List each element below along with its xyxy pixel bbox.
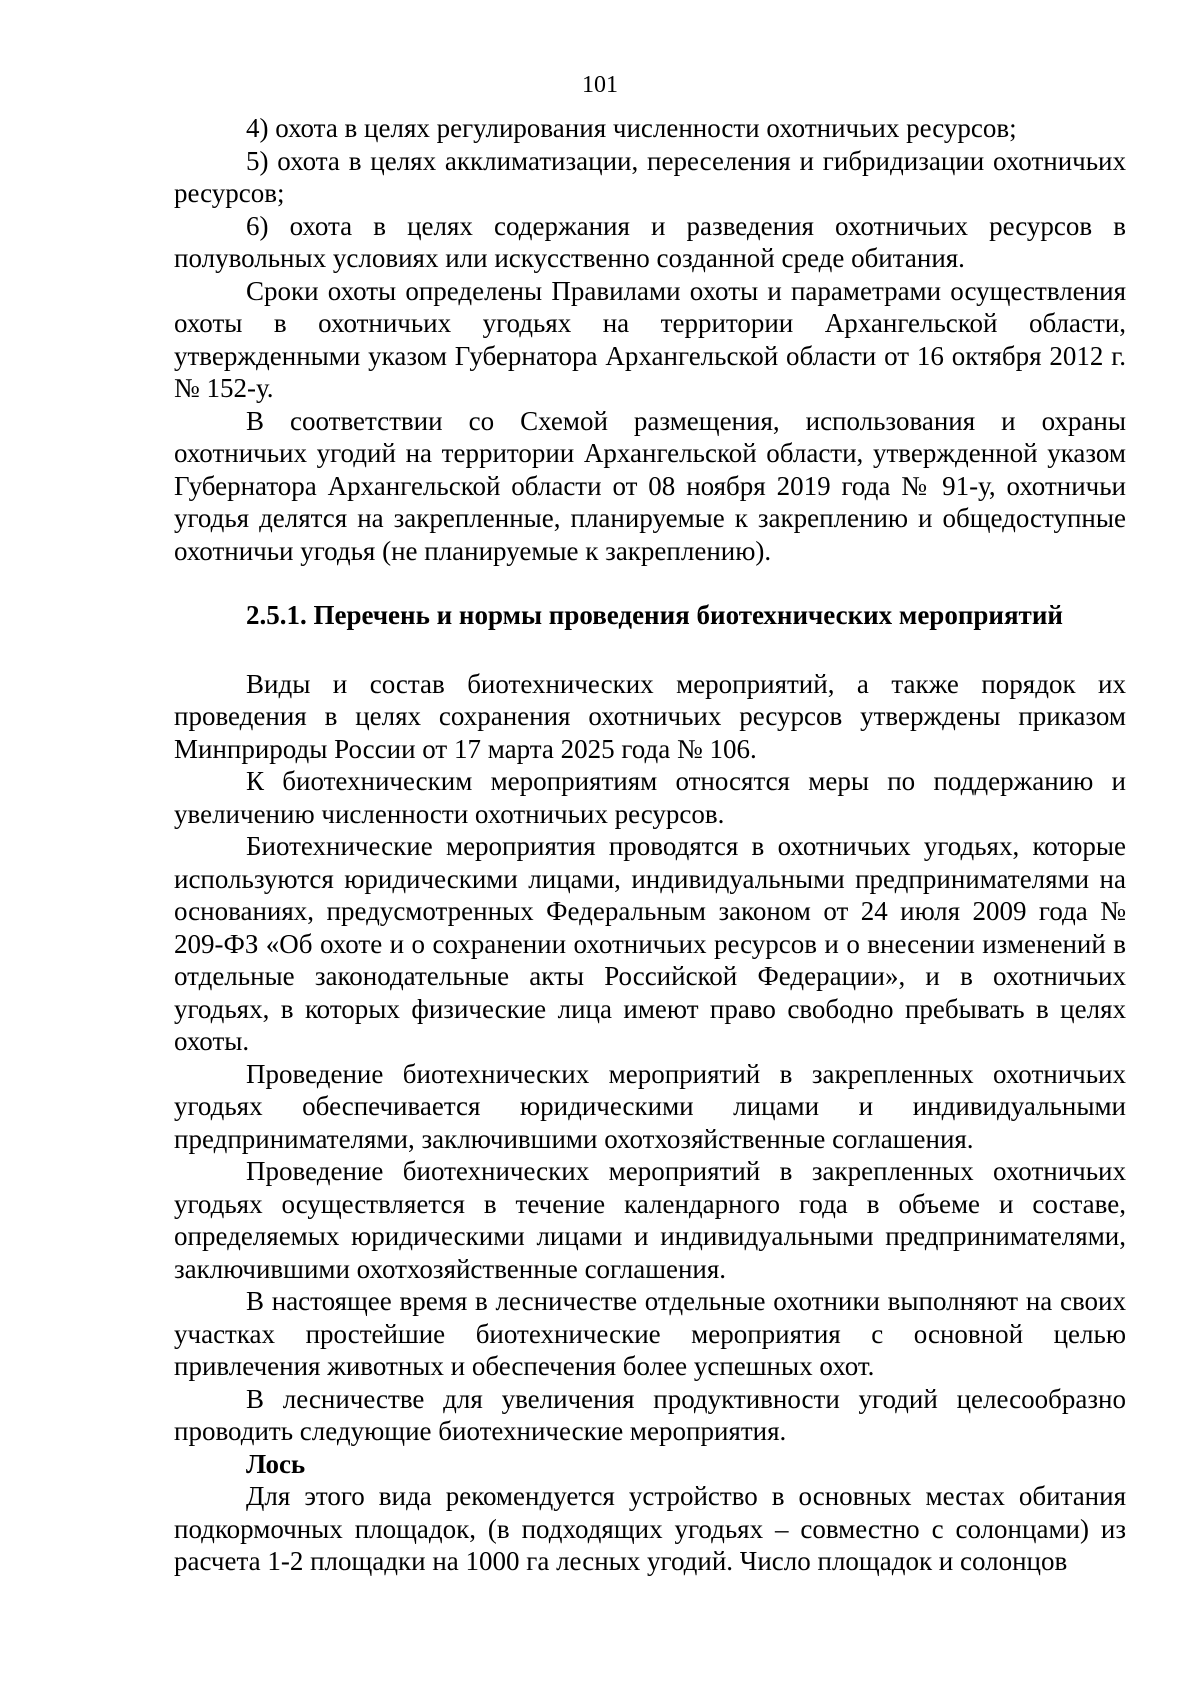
- paragraph-biotech-recommended: В лесничестве для увеличения продуктивности угодий целесообразно проводить следующие биотехнические мероприятия.: [174, 1383, 1126, 1446]
- paragraph-biotech-current: В настоящее время в лесничестве отдельные охотники выполняют на своих участках простейшие биотехнические мероприятия с основной целью привлечения животных и обеспечения более успешных охот.: [174, 1286, 1126, 1381]
- paragraph-moose-feeding: Для этого вида рекомендуется устройство в основных местах обитания подкормочных площадок, (в подходящих угодьях – совместно с солонцами) из расчета 1-2 площадки на 1000 га лесных угодий. Число площадок и солонцов: [174, 1481, 1126, 1576]
- paragraph-hunting-acclimatization: 5) охота в целях акклиматизации, переселения и гибридизации охотничьих ресурсов;: [174, 145, 1126, 208]
- paragraph-biotech-assigned-year: Проведение биотехнических мероприятий в закрепленных охотничьих угодьях осуществляется в течение календарного года в объеме и составе, определяемых юридическими лицами и индивидуальными предпринимателями, заключившими охотхозяйственные соглашения.: [174, 1156, 1126, 1284]
- paragraph-hunting-semi-free: 6) охота в целях содержания и разведения охотничьих ресурсов в полувольных условиях или искусственно созданной среде обитания.: [174, 210, 1126, 273]
- paragraph-hunting-periods: Сроки охоты определены Правилами охоты и параметрами осуществления охоты в охотничьих угодьях на территории Архангельской области, утвержденными указом Губернатора Архангельской области от 16 октября 2012 г.№ 152-у.: [174, 275, 1126, 403]
- document-body: [174, 112, 1126, 1578]
- paragraph-hunting-grounds-scheme: В соответствии со Схемой размещения, использования и охраны охотничьих угодий на территории Архангельской области, утвержденной указом Губернатора Архангельской области от 08 ноября 2019 года № 91-у, охотничьи угодья делятся на закрепленные, планируемые к закреплению и общедоступные охотничьи угодья (не планируемые к закреплению).: [174, 405, 1126, 566]
- subheading-moose: Лось: [246, 1448, 306, 1479]
- paragraph-hunting-regulation: 4) охота в целях регулирования численности охотничьих ресурсов;: [246, 113, 1017, 143]
- page-number: 101: [582, 72, 618, 98]
- paragraph-biotech-measures: К биотехническим мероприятиям относятся меры по поддержанию и увеличению численности охотничьих ресурсов.: [174, 766, 1126, 829]
- paragraph-biotech-assigned-provided: Проведение биотехнических мероприятий в закрепленных охотничьих угодьях обеспечивается юридическими лицами и индивидуальными предпринимателями, заключившими охотхозяйственные соглашения.: [174, 1058, 1126, 1154]
- paragraph-biotech-conducted: Биотехнические мероприятия проводятся в охотничьих угодьях, которые используются юридическими лицами, индивидуальными предпринимателями на основаниях, предусмотренных Федеральным законом от 24 июля 2009 года № 209-ФЗ «Об охоте и о сохранении охотничьих ресурсов и о внесении изменений в отдельные законодательные акты Российской Федерации», и в охотничьих угодьях, в которых физические лица имеют право свободно пребывать в целях охоты.: [174, 831, 1126, 1056]
- paragraph-biotech-types: Виды и состав биотехнических мероприятий, а также порядок их проведения в целях сохранения охотничьих ресурсов утверждены приказом Минприроды России от 17 марта 2025 года № 106.: [174, 668, 1126, 764]
- section-heading: 2.5.1. Перечень и нормы проведения биотехнических мероприятий: [246, 600, 1063, 630]
